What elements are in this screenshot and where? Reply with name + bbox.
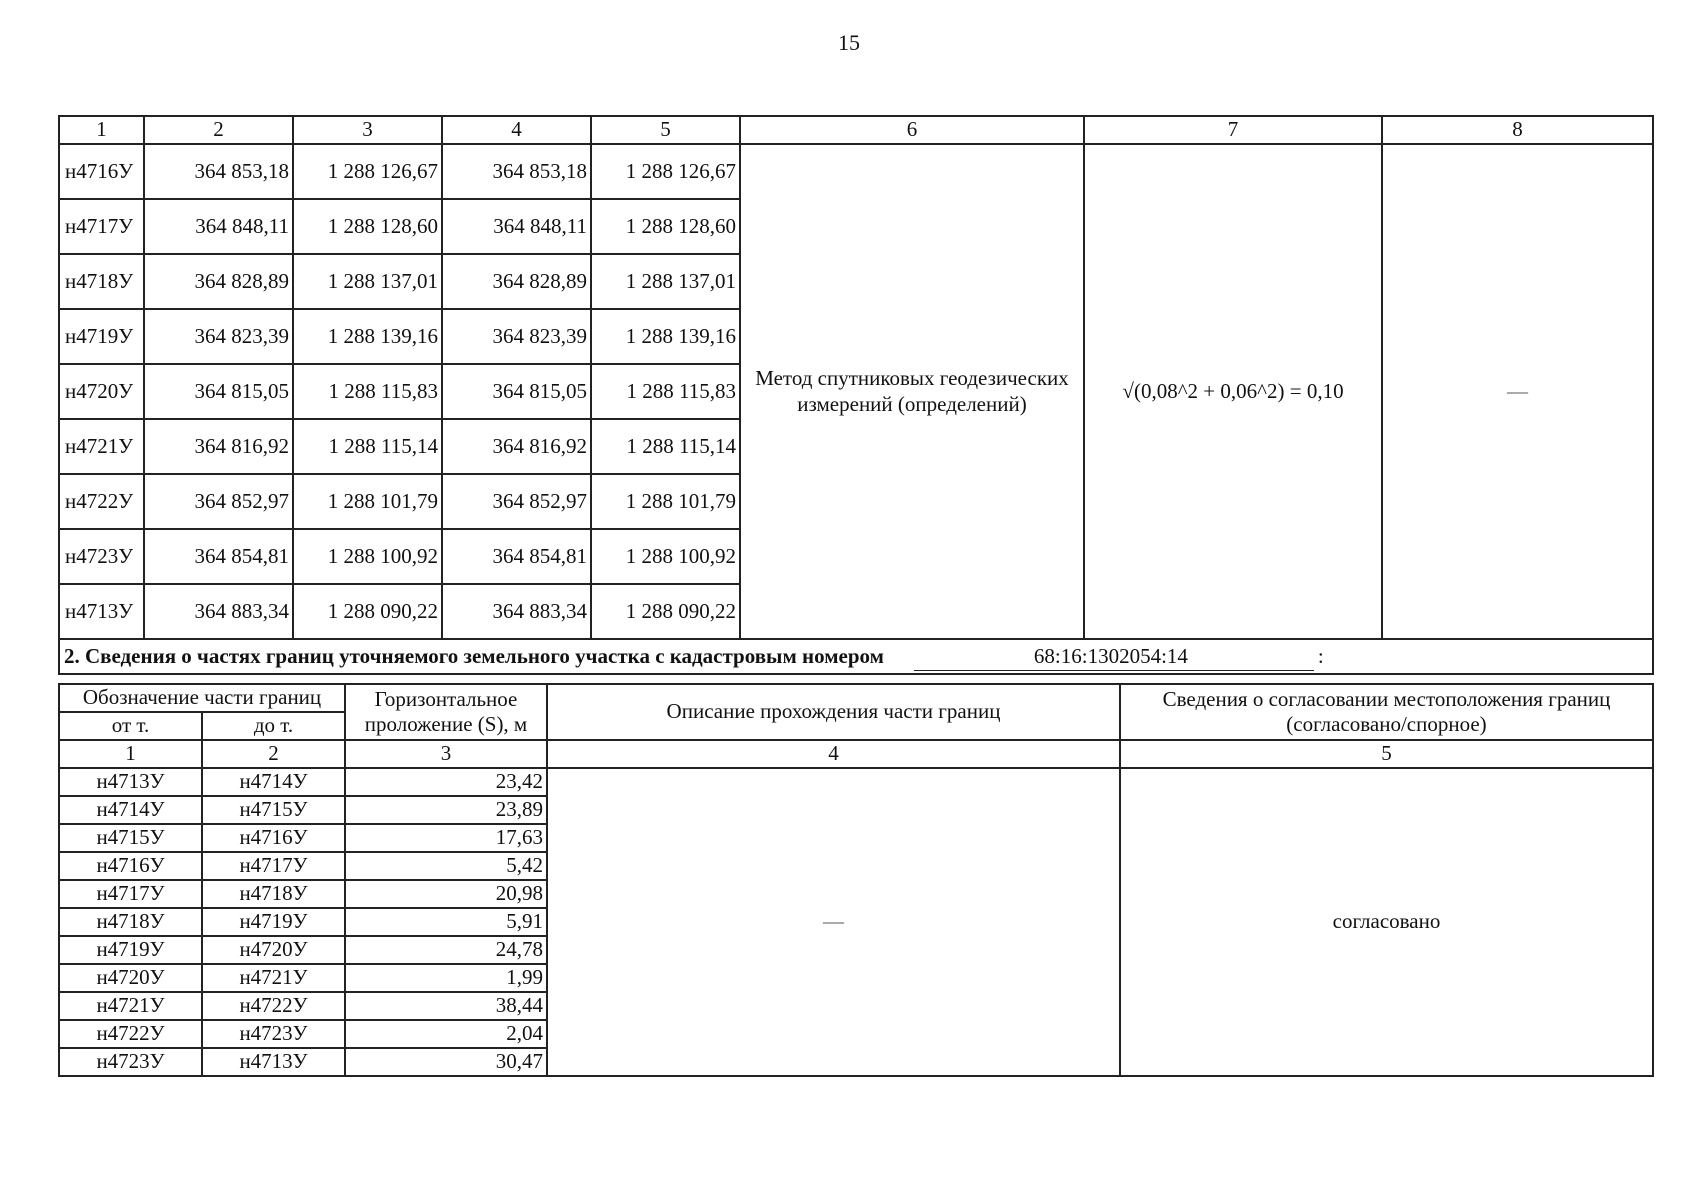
x-coordinate: 364 848,11: [144, 199, 293, 254]
column-number-row: [59, 116, 1653, 144]
y-coordinate: 1 288 137,01: [293, 254, 442, 309]
from-point: н4716У: [59, 852, 202, 880]
distance: 24,78: [345, 936, 547, 964]
from-point: н4715У: [59, 824, 202, 852]
section2-line: [64, 645, 1648, 668]
x-coordinate: 364 853,18: [442, 144, 591, 199]
cadastral-underline: [914, 670, 1314, 671]
description-cell: —: [547, 768, 1120, 1076]
column-number: 8: [1382, 116, 1653, 144]
distance: 17,63: [345, 824, 547, 852]
column-number: 3: [345, 740, 547, 768]
column8-cell: —: [1382, 144, 1653, 639]
from-point: н4719У: [59, 936, 202, 964]
y-coordinate: 1 288 115,83: [591, 364, 740, 419]
column-number: 7: [1084, 116, 1382, 144]
section2-row: [59, 639, 1653, 674]
y-coordinate: 1 288 101,79: [293, 474, 442, 529]
header-row: [59, 684, 1653, 712]
x-coordinate: 364 854,81: [144, 529, 293, 584]
column-number: 1: [59, 116, 144, 144]
point-name: н4723У: [59, 529, 144, 584]
y-coordinate: 1 288 100,92: [293, 529, 442, 584]
section2-title-cell: [59, 639, 1653, 674]
y-coordinate: 1 288 128,60: [591, 199, 740, 254]
from-point: н4714У: [59, 796, 202, 824]
from-point: н4723У: [59, 1048, 202, 1076]
distance: 5,91: [345, 908, 547, 936]
point-name: н4720У: [59, 364, 144, 419]
cadastral-field: [914, 645, 1314, 668]
column-number-row: [59, 740, 1653, 768]
to-point: н4720У: [202, 936, 345, 964]
point-name: н4716У: [59, 144, 144, 199]
y-coordinate: 1 288 090,22: [591, 584, 740, 639]
y-coordinate: 1 288 115,83: [293, 364, 442, 419]
from-point: н4720У: [59, 964, 202, 992]
distance: 23,89: [345, 796, 547, 824]
y-coordinate: 1 288 101,79: [591, 474, 740, 529]
from-point: н4718У: [59, 908, 202, 936]
x-coordinate: 364 848,11: [442, 199, 591, 254]
x-coordinate: 364 823,39: [144, 309, 293, 364]
y-coordinate: 1 288 115,14: [591, 419, 740, 474]
agreement-cell: согласовано: [1120, 768, 1653, 1076]
x-coordinate: 364 852,97: [442, 474, 591, 529]
x-coordinate: 364 853,18: [144, 144, 293, 199]
method-cell: Метод спутниковых геодезических измерений (определений): [740, 144, 1084, 639]
distance: 1,99: [345, 964, 547, 992]
to-point: н4717У: [202, 852, 345, 880]
column-number: 4: [547, 740, 1120, 768]
to-point-header: до т.: [202, 712, 345, 740]
to-point: н4713У: [202, 1048, 345, 1076]
distance: 20,98: [345, 880, 547, 908]
from-point-header: от т.: [59, 712, 202, 740]
x-coordinate: 364 816,92: [442, 419, 591, 474]
point-name: н4721У: [59, 419, 144, 474]
column-number: 2: [144, 116, 293, 144]
point-name: н4722У: [59, 474, 144, 529]
column-number: 2: [202, 740, 345, 768]
agreement-header: Сведения о согласовании местоположения границ (согласовано/спорное): [1120, 684, 1653, 740]
distance-header: Горизонтальное проложение (S), м: [345, 684, 547, 740]
column-number: 5: [591, 116, 740, 144]
to-point: н4719У: [202, 908, 345, 936]
to-point: н4723У: [202, 1020, 345, 1048]
point-name: н4717У: [59, 199, 144, 254]
point-name: н4713У: [59, 584, 144, 639]
boundary-parts-table: [58, 683, 1654, 1077]
table-row: [59, 144, 1653, 199]
from-point: н4713У: [59, 768, 202, 796]
column-number: 1: [59, 740, 202, 768]
coordinates-table: [58, 115, 1654, 675]
column-number: 3: [293, 116, 442, 144]
designation-header: Обозначение части границ: [59, 684, 345, 712]
point-name: н4719У: [59, 309, 144, 364]
point-name: н4718У: [59, 254, 144, 309]
to-point: н4716У: [202, 824, 345, 852]
column-number: 4: [442, 116, 591, 144]
from-point: н4717У: [59, 880, 202, 908]
to-point: н4714У: [202, 768, 345, 796]
y-coordinate: 1 288 139,16: [591, 309, 740, 364]
x-coordinate: 364 852,97: [144, 474, 293, 529]
table-row: [59, 768, 1653, 796]
column-number: 5: [1120, 740, 1653, 768]
description-header: Описание прохождения части границ: [547, 684, 1120, 740]
distance: 5,42: [345, 852, 547, 880]
section2-title: 2. Сведения о частях границ уточняемого земельного участка с кадастровым номером: [64, 643, 884, 668]
y-coordinate: 1 288 139,16: [293, 309, 442, 364]
to-point: н4722У: [202, 992, 345, 1020]
from-point: н4721У: [59, 992, 202, 1020]
x-coordinate: 364 828,89: [442, 254, 591, 309]
cadastral-number: 68:16:1302054:14: [1033, 643, 1188, 668]
y-coordinate: 1 288 126,67: [591, 144, 740, 199]
to-point: н4721У: [202, 964, 345, 992]
column-number: 6: [740, 116, 1084, 144]
y-coordinate: 1 288 090,22: [293, 584, 442, 639]
x-coordinate: 364 883,34: [144, 584, 293, 639]
y-coordinate: 1 288 137,01: [591, 254, 740, 309]
accuracy-cell: √(0,08^2 + 0,06^2) = 0,10: [1084, 144, 1382, 639]
page-number: 15: [838, 30, 860, 55]
x-coordinate: 364 854,81: [442, 529, 591, 584]
x-coordinate: 364 816,92: [144, 419, 293, 474]
distance: 38,44: [345, 992, 547, 1020]
to-point: н4718У: [202, 880, 345, 908]
y-coordinate: 1 288 126,67: [293, 144, 442, 199]
distance: 30,47: [345, 1048, 547, 1076]
distance: 2,04: [345, 1020, 547, 1048]
distance: 23,42: [345, 768, 547, 796]
x-coordinate: 364 823,39: [442, 309, 591, 364]
from-point: н4722У: [59, 1020, 202, 1048]
x-coordinate: 364 828,89: [144, 254, 293, 309]
x-coordinate: 364 883,34: [442, 584, 591, 639]
y-coordinate: 1 288 128,60: [293, 199, 442, 254]
x-coordinate: 364 815,05: [442, 364, 591, 419]
section2-colon: :: [1317, 643, 1324, 668]
x-coordinate: 364 815,05: [144, 364, 293, 419]
y-coordinate: 1 288 115,14: [293, 419, 442, 474]
to-point: н4715У: [202, 796, 345, 824]
y-coordinate: 1 288 100,92: [591, 529, 740, 584]
